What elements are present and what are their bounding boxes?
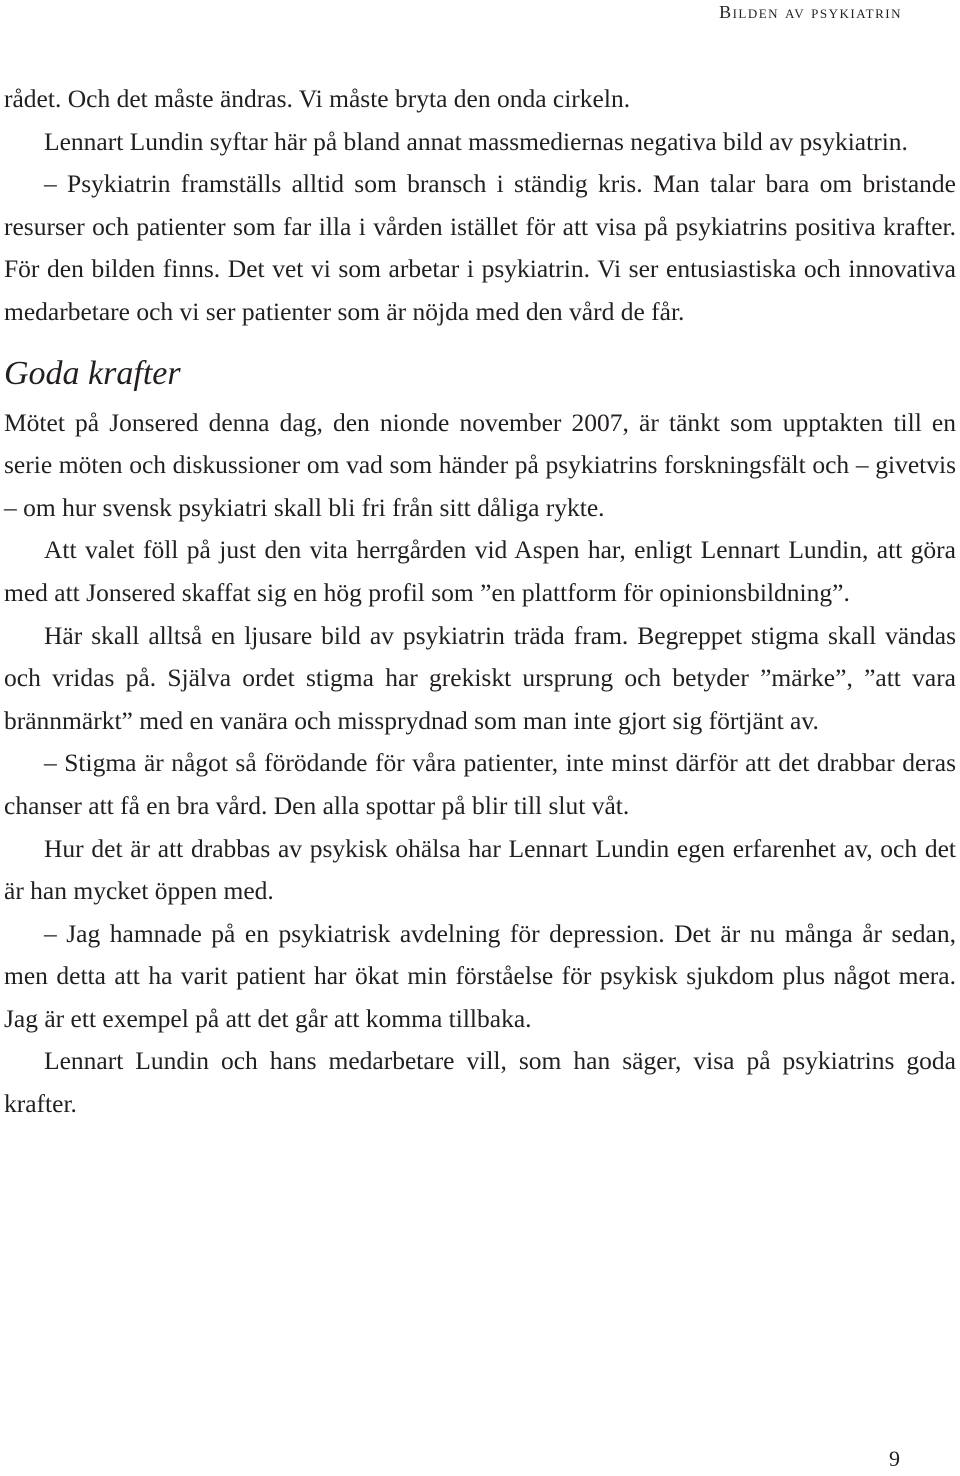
paragraph: Lennart Lundin syftar här på bland annat massmediernas negativa bild av psykiatrin.	[44, 126, 908, 156]
body-text	[4, 78, 956, 1126]
paragraph-continued: rådet. Och det måste ändras. Vi måste bryta den onda cirkeln.	[4, 84, 631, 113]
section-heading: Goda krafter	[4, 354, 181, 392]
running-head: Bilden av psykiatrin	[719, 2, 902, 22]
paragraph-quote: – Psykiatrin framställs alltid som bransch i ständig kris. Man talar bara om bristande resurser och patienter som far illa i vården istället för att visa på psykiatrins positiva krafter. För den bilden finns. Det vet vi som arbetar i psykiatrin. Vi ser entusiastiska och innovativa medarbetare och vi ser patienter som är nöjda med den vård de får.	[4, 169, 956, 326]
page-number: 9	[889, 1446, 900, 1471]
paragraph-quote: – Jag hamnade på en psykiatrisk avdelning för depression. Det är nu många år sedan, men detta att ha varit patient har ökat min förståelse för psykisk sjukdom plus något mera. Jag är ett exempel på att det går att komma tillbaka.	[4, 918, 956, 1033]
paragraph-quote: – Stigma är något så förödande för våra patienter, inte minst därför att det drabbar deras chanser att få en bra vård. Den alla spottar på blir till slut våt.	[4, 748, 956, 820]
paragraph: Hur det är att drabbas av psykisk ohälsa har Lennart Lundin egen erfarenhet av, och det är han mycket öppen med.	[4, 833, 956, 906]
paragraph: Mötet på Jonsered denna dag, den nionde november 2007, är tänkt som upptakten till en serie möten och diskussioner om vad som händer på psykiatrins forskningsfält och – givetvis – om hur svensk psykiatri skall bli fri från sitt dåliga rykte.	[4, 407, 956, 522]
paragraph: Lennart Lundin och hans medarbetare vill, som han säger, visa på psykiatrins goda krafter.	[4, 1046, 956, 1119]
paragraph: Här skall alltså en ljusare bild av psykiatrin träda fram. Begreppet stigma skall vändas och vridas på. Själva ordet stigma har grekiskt ursprung och betyder ”märke”, ”att vara brännmärkt” med en vanära och missprydnad som man inte gjort sig förtjänt av.	[4, 620, 956, 735]
paragraph: Att valet föll på just den vita herrgården vid Aspen har, enligt Lennart Lundin, att göra med att Jonsered skaffat sig en hög profil som ”en plattform för opinionsbildning”.	[4, 535, 956, 607]
